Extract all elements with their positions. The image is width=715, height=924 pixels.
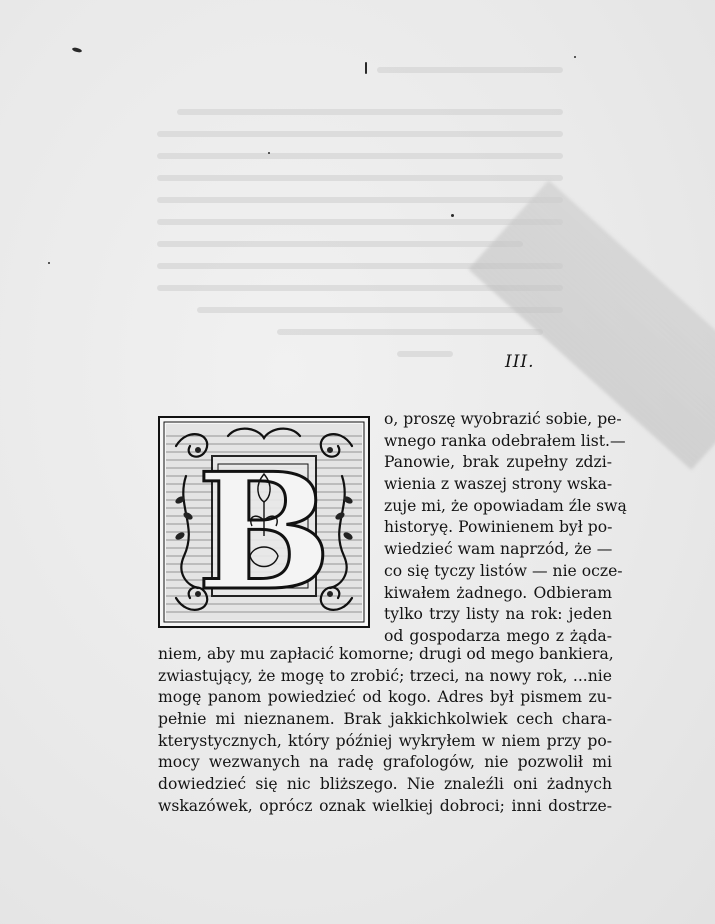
text-line: historyę. Powinienem był po-: [384, 518, 613, 537]
ink-speck: [72, 47, 83, 53]
text-line: pełnie mi nieznanem. Brak jakkichkolwiek cech chara-: [158, 710, 612, 729]
text-line: Panowie, brak zupełny zdzi-: [384, 453, 612, 472]
chapter-number: III.: [505, 352, 535, 372]
text-line: wiedzieć wam naprzód, że —: [384, 540, 613, 559]
text-line: kterystycznych, który później wykryłem w niem przy po-: [158, 731, 612, 750]
decorated-drop-cap: [158, 416, 370, 628]
text-full-width: [158, 644, 612, 818]
text-line: wienia z waszej strony wska-: [384, 475, 613, 494]
text-line: mocy wezwanych na radę grafologów, nie pozwolił mi: [158, 753, 612, 772]
text-line: zwiastujący, że mogę to zrobić; trzeci, na nowy rok, ...nie: [158, 666, 612, 685]
ink-speck: [365, 62, 367, 74]
text-line: dowiedzieć się nic bliższego. Nie znaleźli oni żadnych: [158, 775, 612, 794]
text-line: wnego ranka odebrałem list.—: [384, 431, 626, 450]
ink-speck: [451, 214, 454, 217]
drop-cap-letter: B: [196, 438, 332, 626]
text-line: co się tyczy listów — nie ocze-: [384, 561, 623, 580]
text-line: kiwałem żadnego. Odbieram: [384, 583, 612, 602]
ink-speck: [268, 152, 270, 154]
text-line: wskazówek, oprócz oznak wielkiej dobroci; inni dostrze-: [158, 796, 612, 815]
text-line: mogę panom powiedzieć od kogo. Adres był pismem zu-: [158, 688, 612, 707]
text-narrow-column: [384, 409, 627, 648]
text-line: od gospodarza mego z żąda-: [384, 626, 612, 645]
text-line: o, proszę wyobrazić sobie, pe-: [384, 410, 622, 428]
text-line: tylko trzy listy na rok: jeden: [384, 605, 612, 624]
ink-speck: [48, 262, 50, 264]
ink-speck: [574, 56, 576, 58]
text-line: niem, aby mu zapłacić komorne; drugi od mego bankiera,: [158, 645, 614, 663]
text-line: zuje mi, że opowiadam źle swą: [384, 496, 627, 515]
